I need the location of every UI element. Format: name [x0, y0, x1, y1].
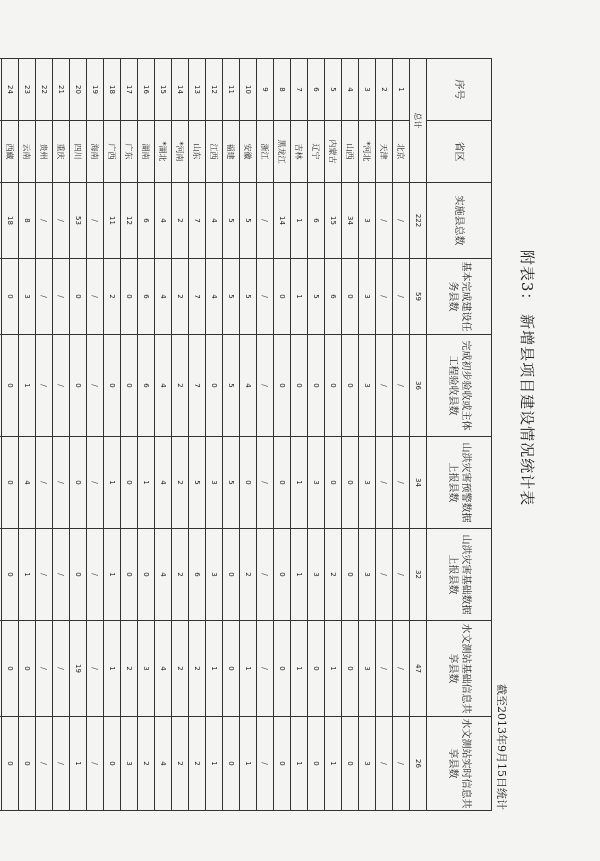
row-value: 0 — [342, 529, 359, 621]
table-row — [308, 59, 325, 811]
row-value: 1 — [291, 259, 308, 335]
row-value: 6 — [138, 259, 155, 335]
row-value: 14 — [274, 183, 291, 259]
row-value: / — [257, 529, 274, 621]
row-value: 3 — [359, 183, 376, 259]
table-row — [19, 59, 36, 811]
row-province: 辽宁 — [308, 121, 325, 183]
table-row — [393, 59, 410, 811]
row-province: 广东 — [121, 121, 138, 183]
table-row — [0, 59, 2, 811]
row-value: 3 — [359, 437, 376, 529]
row-value: 0 — [121, 437, 138, 529]
total-value: 32 — [410, 529, 427, 621]
row-value: / — [53, 437, 70, 529]
row-value: 6 — [138, 335, 155, 437]
row-province: 广西 — [104, 121, 121, 183]
row-value: 3 — [19, 259, 36, 335]
row-value: 1 — [325, 621, 342, 717]
row-value: / — [257, 717, 274, 811]
row-value: 0 — [19, 621, 36, 717]
row-value: 1 — [240, 621, 257, 717]
row-province: 山东 — [189, 121, 206, 183]
row-province: 福建 — [223, 121, 240, 183]
row-seq: 23 — [19, 59, 36, 121]
table-row — [189, 59, 206, 811]
row-value: 0 — [70, 437, 87, 529]
row-value: 3 — [138, 621, 155, 717]
row-value: 53 — [70, 183, 87, 259]
row-value: / — [53, 529, 70, 621]
row-value: / — [53, 621, 70, 717]
row-value: 2 — [172, 259, 189, 335]
row-value: 0 — [104, 335, 121, 437]
row-value: 3 — [121, 717, 138, 811]
row-value: 4 — [155, 717, 172, 811]
row-value: 4 — [155, 183, 172, 259]
row-value: 0 — [70, 335, 87, 437]
row-value: 5 — [223, 183, 240, 259]
row-seq: 10 — [240, 59, 257, 121]
row-value: 7 — [189, 183, 206, 259]
row-value: / — [53, 335, 70, 437]
row-value: / — [376, 335, 393, 437]
row-value: 0 — [274, 621, 291, 717]
row-value: / — [376, 529, 393, 621]
row-value: 2 — [172, 621, 189, 717]
total-value: 26 — [410, 717, 427, 811]
row-value: 0 — [342, 259, 359, 335]
row-value: 2 — [189, 717, 206, 811]
row-value: 7 — [189, 259, 206, 335]
row-value: / — [36, 259, 53, 335]
row-value: 6 — [189, 529, 206, 621]
table-row — [257, 59, 274, 811]
row-value: 7 — [189, 335, 206, 437]
row-value: 0 — [325, 335, 342, 437]
row-value: 4 — [155, 335, 172, 437]
table-row — [87, 59, 104, 811]
row-seq: 14 — [172, 59, 189, 121]
row-value: / — [87, 335, 104, 437]
row-value: 2 — [172, 335, 189, 437]
row-seq: 22 — [36, 59, 53, 121]
row-value: 0 — [2, 621, 19, 717]
total-value: 222 — [410, 183, 427, 259]
row-value: 1 — [291, 529, 308, 621]
row-value: 1 — [104, 621, 121, 717]
row-value: 3 — [359, 717, 376, 811]
row-value: 0 — [70, 259, 87, 335]
row-value: 3 — [206, 437, 223, 529]
row-value: 0 — [274, 717, 291, 811]
row-value: 0 — [308, 621, 325, 717]
row-value: 2 — [240, 529, 257, 621]
row-value: 2 — [172, 437, 189, 529]
row-value: 0 — [138, 529, 155, 621]
row-value: 0 — [325, 437, 342, 529]
row-value: / — [87, 437, 104, 529]
row-value: 1 — [291, 717, 308, 811]
row-value: 2 — [104, 259, 121, 335]
row-value: / — [87, 183, 104, 259]
header-completed-counties: 基本完成建设任务县数 — [427, 259, 492, 335]
row-value: / — [257, 621, 274, 717]
table-row — [53, 59, 70, 811]
row-value: 6 — [138, 183, 155, 259]
row-province: 吉林 — [291, 121, 308, 183]
table-row — [138, 59, 155, 811]
row-value: 0 — [70, 529, 87, 621]
row-seq: 1 — [393, 59, 410, 121]
row-value: 1 — [104, 437, 121, 529]
row-seq — [0, 59, 2, 121]
row-value: 0 — [342, 335, 359, 437]
header-hydro-realtime-share-counties: 水文测站实时信息共享县数 — [427, 717, 492, 811]
row-province: 内蒙古 — [325, 121, 342, 183]
row-value: 0 — [240, 437, 257, 529]
table-row — [376, 59, 393, 811]
row-seq: 5 — [325, 59, 342, 121]
row-value: / — [393, 335, 410, 437]
row-value: / — [257, 437, 274, 529]
row-seq: 12 — [206, 59, 223, 121]
row-seq: 17 — [121, 59, 138, 121]
row-value: 0 — [223, 621, 240, 717]
row-value: / — [36, 717, 53, 811]
row-value: / — [376, 183, 393, 259]
row-value: 6 — [325, 259, 342, 335]
row-value: 4 — [206, 259, 223, 335]
row-seq: 4 — [342, 59, 359, 121]
row-value: 5 — [240, 259, 257, 335]
table-row — [206, 59, 223, 811]
row-value: 5 — [189, 437, 206, 529]
row-value: 18 — [2, 183, 19, 259]
row-value: 3 — [308, 529, 325, 621]
row-value — [0, 437, 2, 529]
row-value: 2 — [172, 717, 189, 811]
row-value: 1 — [240, 717, 257, 811]
row-value: 0 — [2, 259, 19, 335]
row-value: 0 — [274, 529, 291, 621]
row-seq: 21 — [53, 59, 70, 121]
row-province: 黑龙江 — [274, 121, 291, 183]
row-seq: 9 — [257, 59, 274, 121]
row-value: 0 — [291, 335, 308, 437]
row-value: / — [36, 621, 53, 717]
row-value: 2 — [172, 529, 189, 621]
row-value: 0 — [2, 437, 19, 529]
table-row — [240, 59, 257, 811]
row-value: 2 — [189, 621, 206, 717]
row-value: 0 — [121, 529, 138, 621]
row-value: 3 — [206, 529, 223, 621]
row-value: 5 — [223, 335, 240, 437]
total-label: 总计 — [410, 59, 427, 183]
row-value: 0 — [342, 717, 359, 811]
row-value: 11 — [104, 183, 121, 259]
row-value: 0 — [206, 335, 223, 437]
header-warning-data-counties: 山洪灾害预警数据上报县数 — [427, 437, 492, 529]
row-value: 3 — [359, 259, 376, 335]
row-value: 1 — [19, 335, 36, 437]
row-value: 3 — [359, 335, 376, 437]
row-value — [0, 183, 2, 259]
row-value: / — [257, 183, 274, 259]
row-province: *河南 — [172, 121, 189, 183]
row-value: 0 — [274, 259, 291, 335]
row-value: 34 — [342, 183, 359, 259]
row-seq: 6 — [308, 59, 325, 121]
row-value: 1 — [206, 717, 223, 811]
row-province: 安徽 — [240, 121, 257, 183]
row-value: 4 — [155, 437, 172, 529]
row-seq: 8 — [274, 59, 291, 121]
row-value: 0 — [274, 437, 291, 529]
row-value: / — [393, 183, 410, 259]
row-seq: 18 — [104, 59, 121, 121]
row-value: 5 — [240, 183, 257, 259]
row-value: / — [376, 259, 393, 335]
table-row — [172, 59, 189, 811]
row-value: 12 — [121, 183, 138, 259]
row-province: 北京 — [393, 121, 410, 183]
table-row — [342, 59, 359, 811]
row-value: 1 — [325, 717, 342, 811]
row-value: 1 — [70, 717, 87, 811]
row-value: / — [53, 717, 70, 811]
row-value: 4 — [206, 183, 223, 259]
row-seq: 20 — [70, 59, 87, 121]
total-row — [410, 59, 427, 811]
statistics-table — [0, 58, 492, 811]
row-value: 1 — [291, 621, 308, 717]
row-seq: 15 — [155, 59, 172, 121]
row-seq: 3 — [359, 59, 376, 121]
row-value: 0 — [2, 717, 19, 811]
row-value: / — [257, 335, 274, 437]
row-value: 4 — [155, 259, 172, 335]
row-seq: 16 — [138, 59, 155, 121]
row-value: 6 — [308, 183, 325, 259]
row-province: 重庆 — [53, 121, 70, 183]
row-value: / — [87, 717, 104, 811]
row-province: 天津 — [376, 121, 393, 183]
row-province: 江西 — [206, 121, 223, 183]
table-row — [70, 59, 87, 811]
row-value: 0 — [2, 335, 19, 437]
row-province: 贵州 — [36, 121, 53, 183]
row-province: 云南 — [19, 121, 36, 183]
total-value: 59 — [410, 259, 427, 335]
row-province — [0, 121, 2, 183]
table-title: 附表3： 新增县项目建设情况统计表 — [518, 249, 536, 507]
row-province: 浙江 — [257, 121, 274, 183]
row-value: 1 — [291, 183, 308, 259]
row-value: / — [36, 437, 53, 529]
row-value: 5 — [223, 437, 240, 529]
row-value: / — [36, 335, 53, 437]
row-value — [0, 529, 2, 621]
row-value: / — [393, 437, 410, 529]
table-row — [155, 59, 172, 811]
row-value: 4 — [155, 529, 172, 621]
row-value: 19 — [70, 621, 87, 717]
row-value: 0 — [274, 335, 291, 437]
row-seq: 2 — [376, 59, 393, 121]
row-value: 2 — [325, 529, 342, 621]
row-value: / — [376, 621, 393, 717]
total-value: 34 — [410, 437, 427, 529]
row-province: *河北 — [359, 121, 376, 183]
header-base-data-counties: 山洪灾害基础数据上报县数 — [427, 529, 492, 621]
table-row — [104, 59, 121, 811]
date-note: 截至2013年9月15日统计 — [495, 684, 508, 810]
table-row — [2, 59, 19, 811]
row-value: / — [393, 529, 410, 621]
header-total-counties: 实施县总数 — [427, 183, 492, 259]
table-row — [291, 59, 308, 811]
row-seq: 7 — [291, 59, 308, 121]
total-value: 47 — [410, 621, 427, 717]
row-value: / — [87, 621, 104, 717]
row-value — [0, 717, 2, 811]
row-province: 西藏 — [2, 121, 19, 183]
header-row — [427, 59, 492, 811]
row-value: 1 — [291, 437, 308, 529]
row-value: 3 — [359, 529, 376, 621]
row-value: 0 — [342, 437, 359, 529]
row-value: / — [376, 717, 393, 811]
row-value: / — [36, 183, 53, 259]
row-province: 四川 — [70, 121, 87, 183]
row-value: 1 — [19, 529, 36, 621]
row-value: 4 — [240, 335, 257, 437]
row-value: 0 — [121, 259, 138, 335]
row-value: 1 — [206, 621, 223, 717]
header-accepted-counties: 完成初步验收或主体工程验收县数 — [427, 335, 492, 437]
row-seq: 13 — [189, 59, 206, 121]
row-seq: 19 — [87, 59, 104, 121]
row-value: / — [87, 529, 104, 621]
row-value: 2 — [121, 621, 138, 717]
header-province: 省区 — [427, 121, 492, 183]
row-value: 0 — [308, 335, 325, 437]
row-seq: 11 — [223, 59, 240, 121]
row-value: 0 — [223, 717, 240, 811]
row-value: 8 — [19, 183, 36, 259]
row-value: / — [53, 183, 70, 259]
row-value: 0 — [223, 529, 240, 621]
row-province: *湖北 — [155, 121, 172, 183]
total-value: 36 — [410, 335, 427, 437]
row-value: 3 — [359, 621, 376, 717]
row-value: 0 — [121, 335, 138, 437]
table-row — [359, 59, 376, 811]
row-province: 湖南 — [138, 121, 155, 183]
row-value: 4 — [19, 437, 36, 529]
row-value: 0 — [19, 717, 36, 811]
row-province: 海南 — [87, 121, 104, 183]
row-value: / — [393, 621, 410, 717]
row-value: / — [376, 437, 393, 529]
row-value: 1 — [104, 529, 121, 621]
row-value: 5 — [223, 259, 240, 335]
row-value: / — [393, 259, 410, 335]
header-seq: 序号 — [427, 59, 492, 121]
row-value: 3 — [308, 437, 325, 529]
row-value — [0, 335, 2, 437]
table-row — [325, 59, 342, 811]
row-value: 15 — [325, 183, 342, 259]
row-value: 2 — [172, 183, 189, 259]
row-value: / — [36, 529, 53, 621]
row-value: 0 — [342, 621, 359, 717]
row-value: 1 — [138, 437, 155, 529]
row-value: / — [53, 259, 70, 335]
row-value: 2 — [138, 717, 155, 811]
rotated-page-content — [5, 58, 540, 818]
row-value: 4 — [155, 621, 172, 717]
row-value: / — [393, 717, 410, 811]
row-value: 5 — [308, 259, 325, 335]
row-value: 0 — [2, 529, 19, 621]
table-row — [274, 59, 291, 811]
row-value — [0, 621, 2, 717]
row-value: / — [257, 259, 274, 335]
row-value: / — [87, 259, 104, 335]
row-value — [0, 259, 2, 335]
table-row — [223, 59, 240, 811]
row-province: 山西 — [342, 121, 359, 183]
table-row — [36, 59, 53, 811]
table-row — [121, 59, 138, 811]
header-hydro-base-share-counties: 水文测站基础信息共享县数 — [427, 621, 492, 717]
row-value: 0 — [104, 717, 121, 811]
row-value: 0 — [308, 717, 325, 811]
row-seq: 24 — [2, 59, 19, 121]
